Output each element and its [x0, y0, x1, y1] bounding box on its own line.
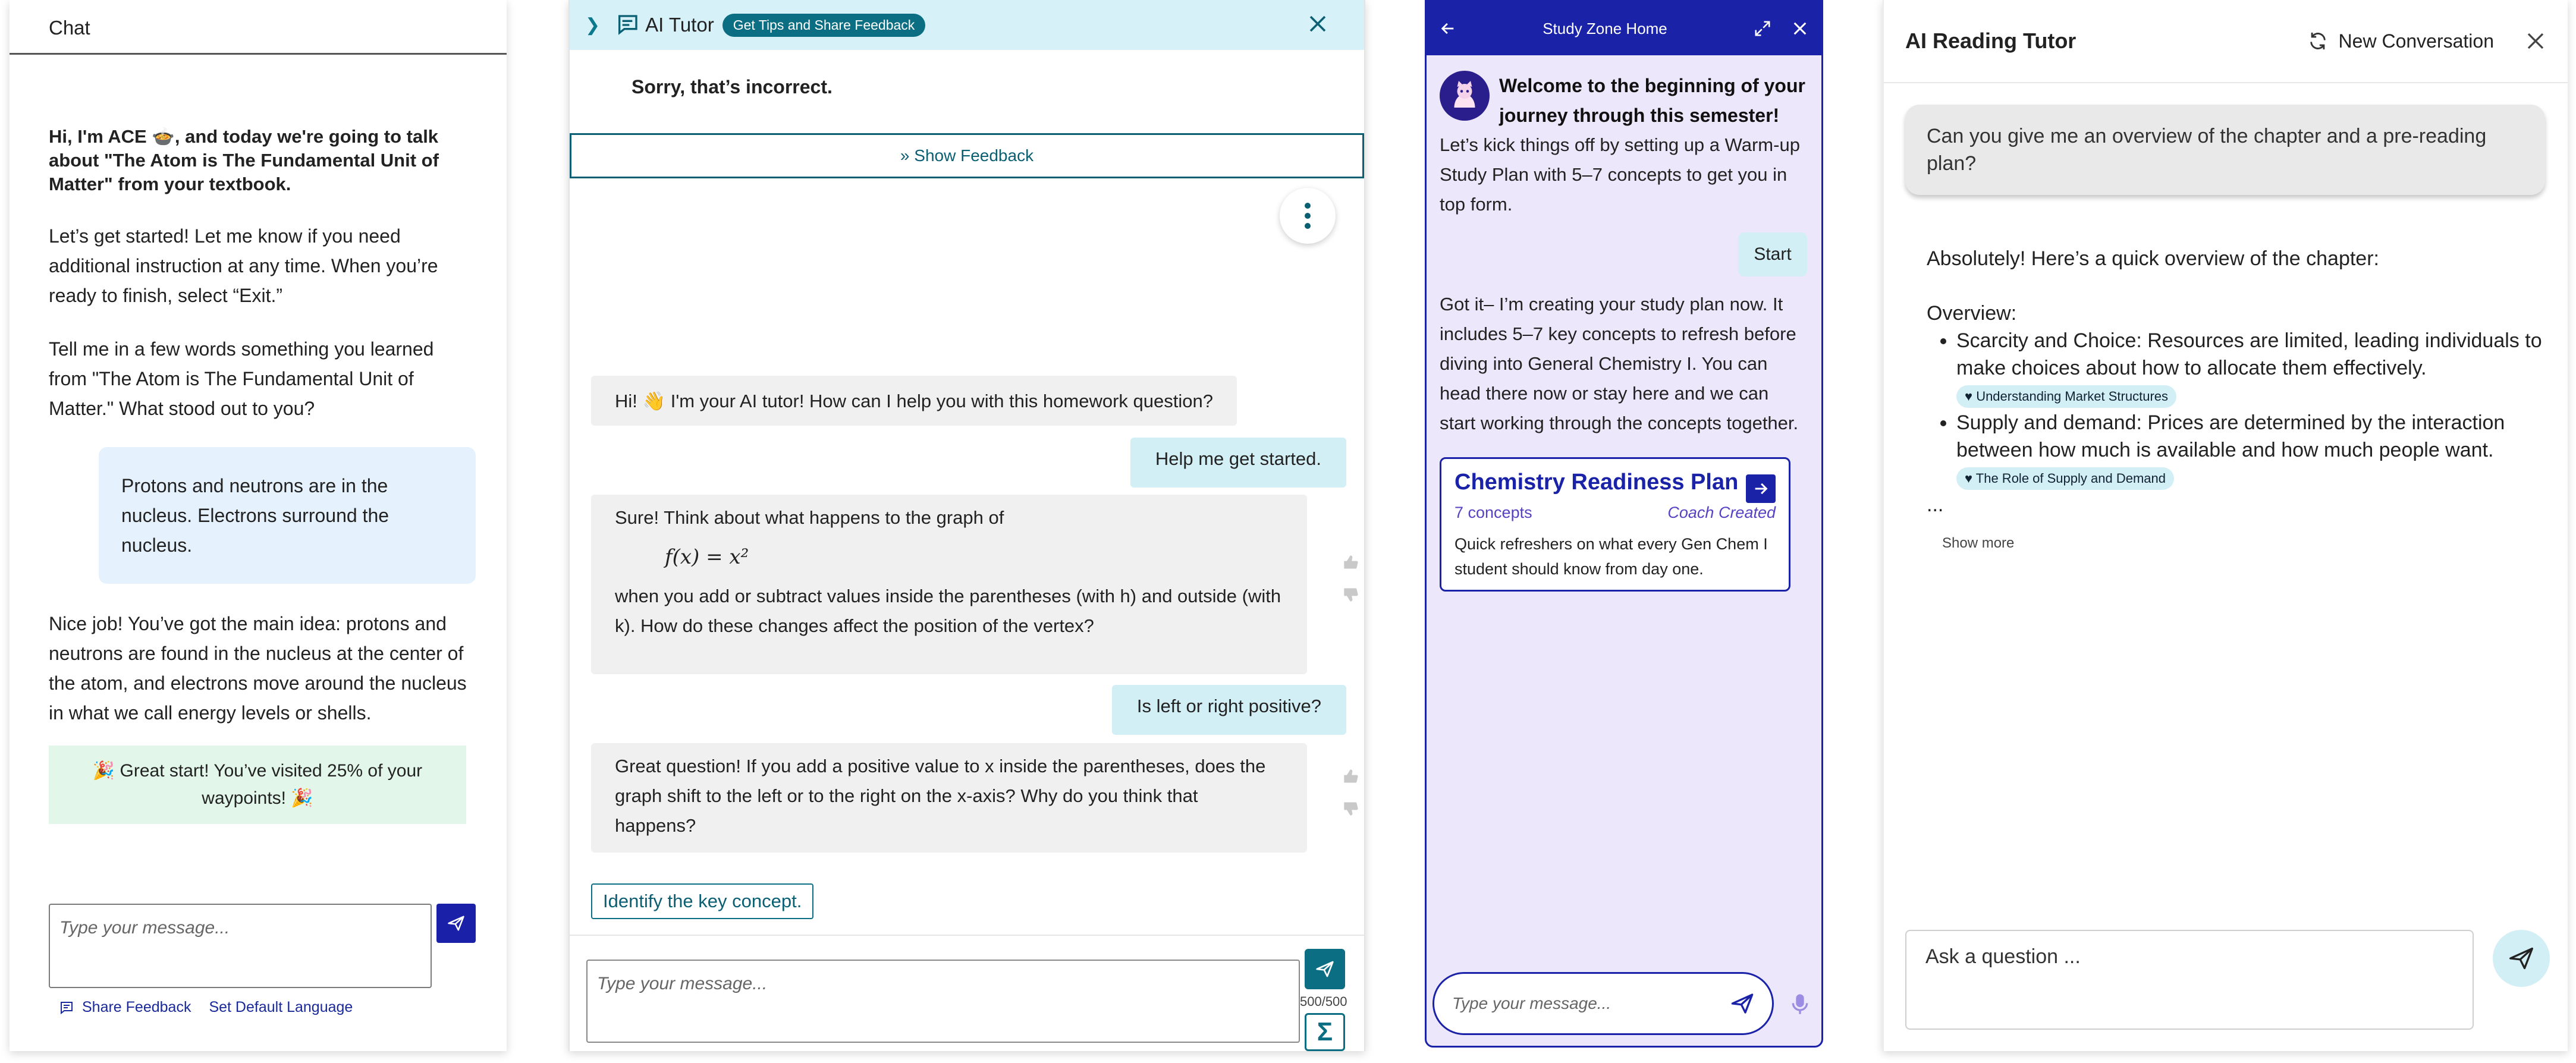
- study-zone-panel: [1425, 0, 1823, 1048]
- back-arrow-icon[interactable]: [1440, 20, 1456, 37]
- double-chevron-down-icon: »︎: [900, 146, 910, 165]
- thumbs-down-icon[interactable]: [1343, 586, 1359, 603]
- send-icon: [2508, 945, 2534, 971]
- rating-buttons: [1343, 768, 1359, 817]
- list-item: [1956, 409, 2545, 491]
- tips-feedback-badge[interactable]: Get Tips and Share Feedback: [722, 14, 926, 37]
- close-button[interactable]: [1307, 13, 1328, 37]
- set-default-language-link[interactable]: Set Default Language: [209, 999, 353, 1015]
- tutor-message-input[interactable]: Type your message...: [586, 960, 1300, 1043]
- show-feedback-label: Show Feedback: [914, 146, 1034, 165]
- ai-tutor-panel: [568, 0, 1365, 1051]
- source-tag-label: Understanding Market Structures: [1976, 389, 2169, 404]
- chat-composer: [49, 904, 476, 988]
- new-conversation-button[interactable]: [2308, 30, 2494, 52]
- tutor-header: [570, 0, 1364, 50]
- chat-footer-links: [59, 999, 353, 1016]
- study-zone-title: Study Zone Home: [1543, 19, 1667, 37]
- tutor-answer: [1884, 195, 2568, 518]
- suggestion-chip[interactable]: Identify the key concept.: [591, 883, 813, 919]
- refresh-icon: [2308, 31, 2328, 51]
- user-message: Protons and neutrons are in the nucleus. Electrons surround the nucleus.: [99, 447, 476, 584]
- ai-message-text: Sure! Think about what happens to the graph of: [615, 507, 1004, 528]
- math-symbol-button[interactable]: Σ: [1305, 1013, 1345, 1051]
- welcome-heading: Welcome to the beginning of your journey through this semester!: [1499, 75, 1805, 126]
- thumbs-down-icon[interactable]: [1343, 800, 1359, 817]
- study-plan-title: Chemistry Readiness Plan: [1455, 470, 1739, 495]
- close-icon[interactable]: [1792, 20, 1808, 37]
- ai-message: Hi! 👋 I'm your AI tutor! How can I help you with this homework question?: [591, 376, 1237, 426]
- arrow-right-icon: [1752, 480, 1769, 497]
- chat-messages: [10, 55, 507, 824]
- send-button[interactable]: [1305, 949, 1345, 989]
- overview-list: [1956, 327, 2545, 491]
- chat-header-title: Chat: [10, 0, 507, 55]
- more-options-button[interactable]: [1280, 188, 1336, 244]
- ace-message: Tell me in a few words something you learned from "The Atom is The Fundamental Unit of Matter." What stood out to you?: [49, 338, 434, 419]
- source-tag-label: The Role of Supply and Demand: [1975, 471, 2166, 486]
- concept-count: 7 concepts: [1455, 504, 1532, 521]
- kebab-icon: [1305, 203, 1311, 209]
- share-feedback-link[interactable]: [59, 999, 191, 1016]
- coach-message: Let’s kick things off by setting up a Warm-up Study Plan with 5–7 concepts to get you in top form.: [1440, 134, 1800, 215]
- send-icon: [1315, 960, 1334, 979]
- study-plan-description: Quick refreshers on what every Gen Chem I student should know from day one.: [1455, 535, 1768, 578]
- tutor-messages: [591, 376, 1346, 836]
- incorrect-message: Sorry, that’s incorrect.: [632, 76, 833, 98]
- ai-message: Great question! If you add a positive value to x inside the parentheses, does the graph shift to the left or to the right on the x-axis? Why do you think that happens?: [591, 743, 1307, 853]
- show-more-link[interactable]: Show more: [1942, 535, 2015, 551]
- divider: [570, 935, 1364, 936]
- user-message-start: Start: [1738, 232, 1807, 276]
- close-icon[interactable]: [2525, 30, 2546, 52]
- close-icon: [1307, 13, 1328, 34]
- user-message: Help me get started.: [1130, 438, 1346, 488]
- send-icon[interactable]: [1730, 992, 1754, 1015]
- ace-message: Let’s get started! Let me know if you need additional instruction at any time. When you’re ready to finish, select “Exit.”: [49, 225, 438, 306]
- send-button[interactable]: [436, 904, 476, 943]
- overview-label: Overview:: [1927, 302, 2017, 325]
- source-tag[interactable]: ♥︎ Understanding Market Structures: [1956, 385, 2176, 408]
- open-plan-button[interactable]: [1746, 474, 1776, 503]
- reading-tutor-header: [1884, 0, 2568, 83]
- character-count: 500/500: [1300, 994, 1347, 1009]
- tutor-title: AI Tutor: [645, 14, 714, 36]
- bullet-text: Scarcity and Choice: Resources are limited, leading individuals to make choices about how to allocate them effectively.: [1956, 329, 2542, 379]
- chevron-right-icon[interactable]: ❯: [585, 15, 601, 35]
- ace-intro-message: Hi, I'm ACE 🍲, and today we're going to talk about "The Atom is The Fundamental Unit of Matter" from your textbook.: [49, 126, 439, 194]
- ellipsis: ...: [1927, 493, 1944, 516]
- list-item: [1956, 327, 2545, 409]
- ace-message: Nice job! You’ve got the main idea: protons and neutrons are found in the nucleus at the center of the atom, and electrons move around the nucleus in what we call energy levels or shells.: [49, 613, 467, 724]
- expand-icon[interactable]: [1754, 20, 1771, 37]
- bullet-text: Supply and demand: Prices are determined by the interaction between how much is available and how much people want.: [1956, 411, 2505, 461]
- send-icon: [447, 914, 465, 932]
- user-message: Is left or right positive?: [1112, 685, 1346, 735]
- input-placeholder: Type your message...: [1452, 994, 1611, 1012]
- send-button[interactable]: [2493, 930, 2550, 987]
- progress-banner: 🎉 Great start! You’ve visited 25% of your waypoints! 🎉: [49, 746, 466, 824]
- share-feedback-label: Share Feedback: [82, 999, 191, 1015]
- coach-message: Got it– I’m creating your study plan now. It includes 5–7 key concepts to refresh before diving into General Chemistry I. You can head there now or stay here and we can start working through the concepts together.: [1440, 294, 1799, 433]
- study-zone-input[interactable]: [1432, 972, 1774, 1035]
- user-question: Can you give me an overview of the chapter and a pre-reading plan?: [1905, 105, 2545, 195]
- study-plan-meta: [1455, 504, 1776, 522]
- answer-intro: Absolutely! Here’s a quick overview of the chapter:: [1927, 247, 2379, 270]
- chat-message-input[interactable]: Type your message...: [49, 904, 432, 988]
- math-expression: f(x) = x²: [665, 545, 749, 569]
- chat-panel: [10, 0, 507, 1051]
- plan-author: Coach Created: [1667, 504, 1776, 521]
- show-feedback-button[interactable]: [570, 133, 1364, 178]
- thumbs-up-icon[interactable]: [1343, 768, 1359, 785]
- ai-message: [591, 495, 1307, 674]
- coach-avatar-icon: [1440, 71, 1490, 121]
- source-tag[interactable]: ♥︎ The Role of Supply and Demand: [1956, 467, 2174, 490]
- chat-bubble-icon: [615, 13, 639, 37]
- new-conversation-label: New Conversation: [2338, 30, 2494, 52]
- study-zone-header: [1427, 2, 1821, 55]
- question-input[interactable]: Ask a question ...: [1905, 930, 2474, 1030]
- feedback-icon: [59, 1001, 74, 1015]
- welcome-message: [1427, 55, 1821, 130]
- microphone-icon[interactable]: [1788, 991, 1812, 1017]
- thumbs-up-icon[interactable]: [1343, 554, 1359, 571]
- rating-buttons: [1343, 554, 1359, 603]
- study-plan-card[interactable]: [1440, 457, 1790, 592]
- ai-message-text: when you add or subtract values inside the parentheses (with h) and outside (with k). How do these changes affect the position of the vertex?: [615, 586, 1281, 636]
- reading-tutor-title: AI Reading Tutor: [1905, 29, 2076, 53]
- reading-tutor-panel: [1883, 0, 2568, 1051]
